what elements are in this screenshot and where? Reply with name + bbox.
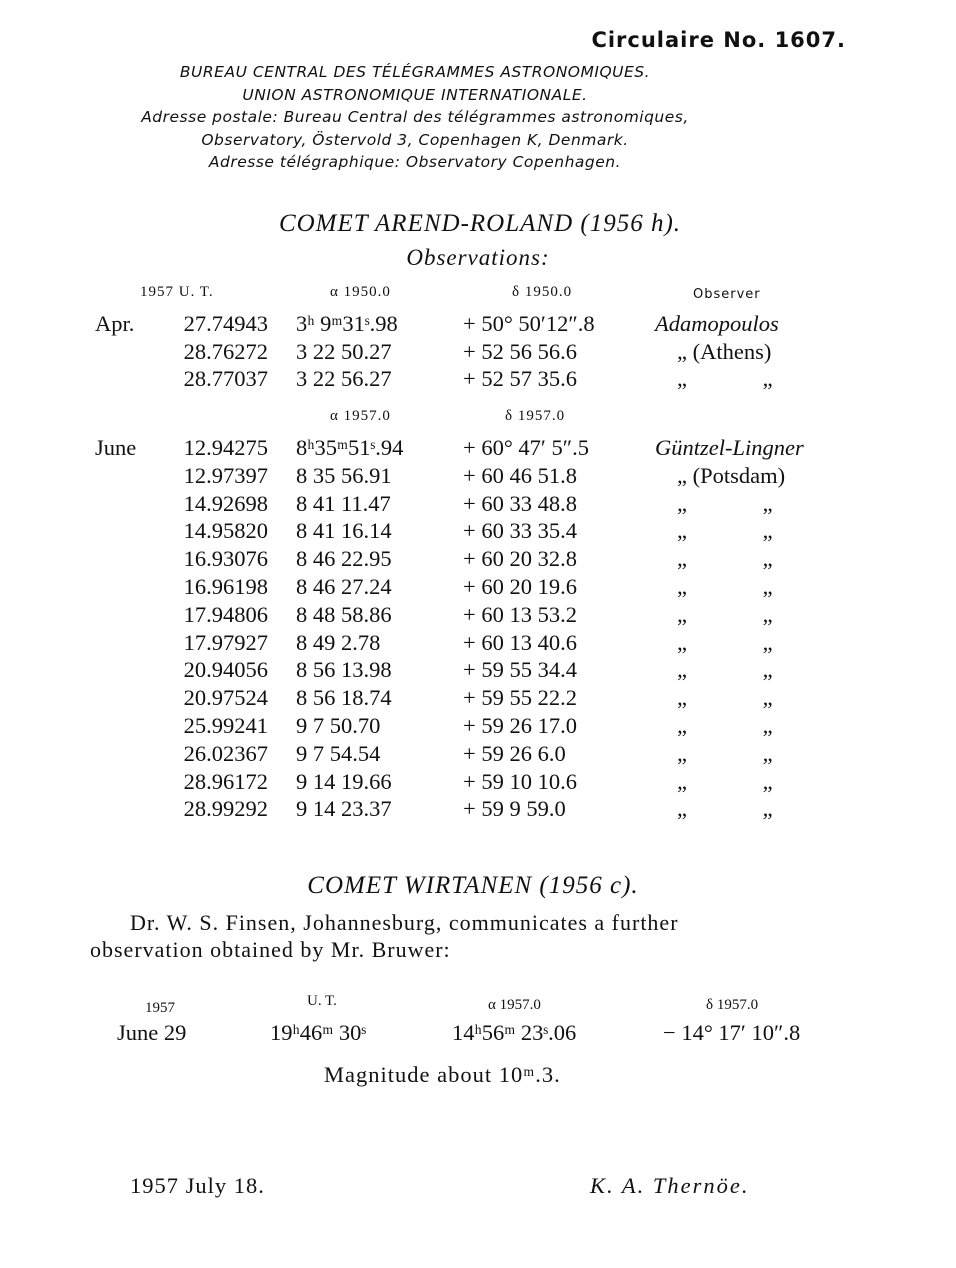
comet1-subtitle: Observations:	[406, 245, 550, 270]
obs-ra-cell: 9 7 50.70	[296, 713, 381, 738]
col-header-delta-1950: δ 1950.0	[512, 284, 573, 300]
obs-obs-cell: „ (Potsdam)	[677, 462, 786, 488]
obs-ra-cell: 8 41 16.14	[296, 518, 392, 544]
obs-dec-cell: + 60 20 32.8	[463, 546, 577, 572]
obs-dec-cell: + 60 20 19.6	[463, 574, 577, 599]
obs-date-cell: 16.96198	[183, 574, 268, 599]
col-header-observer: Observer	[693, 287, 761, 302]
obs-dec-cell: + 52 57 35.6	[463, 366, 577, 391]
obs-ra-cell: 8 46 27.24	[296, 574, 392, 599]
obs-date-cell: 28.76272	[183, 338, 268, 364]
obs-date-cell: 27.74943	[183, 311, 268, 336]
obs-obs-cell: Adamopoulos	[655, 311, 779, 336]
comet2-obs-ut: 19ʰ46ᵐ 30ˢ	[270, 1020, 367, 1045]
obs-date-cell: 12.97397	[183, 462, 268, 488]
union-name: UNION ASTRONOMIQUE INTERNATIONALE.	[242, 86, 588, 104]
obs-ra-cell: 3ʰ 9ᵐ31ˢ.98	[296, 311, 398, 336]
footer-signature: K. A. Thernöe.	[590, 1173, 750, 1198]
obs-date-cell: 17.97927	[183, 629, 268, 655]
bureau-name: BUREAU CENTRAL DES TÉLÉGRAMMES ASTRONOMIQUES.	[179, 63, 651, 81]
comet2-obs-date: June 29	[117, 1020, 187, 1045]
obs-dec-cell: + 50° 50′12″.8	[463, 311, 595, 336]
obs-obs-cell: „ „	[677, 546, 773, 572]
obs-dec-cell: + 60 46 51.8	[463, 462, 577, 488]
footer-date: 1957 July 18.	[130, 1173, 265, 1198]
obs-dec-cell: + 60 33 35.4	[463, 518, 577, 544]
obs-ra-cell: 9 14 19.66	[296, 768, 392, 794]
comet2-paragraph-line2: observation obtained by Mr. Bruwer:	[90, 937, 451, 962]
circular-number: Circulaire No. 1607.	[591, 28, 846, 52]
obs-date-cell: 28.99292	[183, 796, 268, 822]
obs-month-cell: Apr.	[95, 311, 135, 336]
obs-date-cell: 20.97524	[183, 685, 268, 711]
comet2-header-alpha: α 1957.0	[488, 997, 541, 1013]
obs-ra-cell: 3 22 50.27	[296, 338, 392, 364]
obs-dec-cell: + 59 55 22.2	[463, 685, 577, 711]
postal-address-line1: Adresse postale: Bureau Central des télégrammes astronomiques,	[141, 108, 689, 126]
comet2-header-ut: U. T.	[307, 993, 337, 1009]
col-header-alpha-1950: α 1950.0	[330, 284, 391, 300]
obs-ra-cell: 8 41 11.47	[296, 490, 391, 516]
obs-date-cell: 14.92698	[183, 490, 268, 516]
comet2-title: COMET WIRTANEN (1956 c).	[307, 872, 639, 899]
obs-ra-cell: 9 14 23.37	[296, 796, 392, 822]
obs-date-cell: 28.96172	[183, 768, 268, 794]
obs-ra-cell: 3 22 56.27	[296, 366, 392, 391]
obs-ra-cell: 9 7 54.54	[296, 740, 381, 766]
comet2-header-delta: δ 1957.0	[706, 997, 759, 1013]
obs-dec-cell: + 52 56 56.6	[463, 338, 577, 364]
comet2-obs-ra: 14ʰ56ᵐ 23ˢ.06	[452, 1020, 577, 1045]
obs-dec-cell: + 59 26 17.0	[463, 713, 577, 738]
postal-address-line2: Observatory, Östervold 3, Copenhagen K, Denmark.	[201, 131, 629, 149]
obs-ra-cell: 8 56 13.98	[296, 657, 392, 683]
obs-obs-cell: „ (Athens)	[677, 338, 772, 364]
obs-dec-cell: + 60° 47′ 5″.5	[463, 435, 589, 460]
obs-date-cell: 17.94806	[183, 601, 268, 627]
obs-obs-cell: „ „	[677, 629, 773, 655]
obs-obs-cell: Güntzel-Lingner	[655, 435, 804, 460]
obs-ra-cell: 8 48 58.86	[296, 601, 392, 627]
col-header-delta-1957: δ 1957.0	[505, 408, 566, 424]
comet2-obs-dec: − 14° 17′ 10″.8	[663, 1020, 801, 1045]
col-header-alpha-1957: α 1957.0	[330, 408, 391, 424]
obs-obs-cell: „ „	[677, 490, 773, 516]
obs-date-cell: 16.93076	[183, 546, 268, 572]
obs-ra-cell: 8ʰ35ᵐ51ˢ.94	[296, 435, 404, 460]
col-header-time: 1957 U. T.	[140, 284, 214, 300]
obs-dec-cell: + 59 9 59.0	[463, 796, 566, 822]
obs-dec-cell: + 59 55 34.4	[463, 657, 577, 683]
obs-obs-cell: „ „	[677, 657, 773, 683]
comet2-header-year: 1957	[145, 1000, 175, 1016]
obs-dec-cell: + 59 26 6.0	[463, 740, 566, 766]
obs-ra-cell: 8 46 22.95	[296, 546, 392, 572]
obs-date-cell: 12.94275	[183, 435, 268, 460]
obs-date-cell: 26.02367	[183, 740, 268, 766]
obs-obs-cell: „ „	[677, 740, 773, 766]
comet2-paragraph-line1: Dr. W. S. Finsen, Johannesburg, communicates a further	[130, 910, 679, 935]
obs-date-cell: 28.77037	[183, 366, 268, 391]
obs-obs-cell: „ „	[677, 518, 773, 544]
obs-ra-cell: 8 49 2.78	[296, 629, 381, 655]
obs-dec-cell: + 60 13 53.2	[463, 601, 577, 627]
obs-month-cell: June	[95, 435, 137, 460]
obs-date-cell: 20.94056	[183, 657, 268, 683]
obs-dec-cell: + 60 13 40.6	[463, 629, 577, 655]
telegraphic-address: Adresse télégraphique: Observatory Copenhagen.	[208, 153, 622, 171]
obs-obs-cell: „ „	[677, 601, 773, 627]
obs-obs-cell: „ „	[677, 713, 773, 738]
obs-date-cell: 14.95820	[183, 518, 268, 544]
obs-ra-cell: 8 56 18.74	[296, 685, 392, 711]
obs-obs-cell: „ „	[677, 685, 773, 711]
obs-obs-cell: „ „	[677, 366, 773, 391]
obs-dec-cell: + 59 10 10.6	[463, 768, 577, 794]
comet2-magnitude: Magnitude about 10ᵐ.3.	[324, 1062, 561, 1087]
obs-obs-cell: „ „	[677, 768, 773, 794]
obs-dec-cell: + 60 33 48.8	[463, 490, 577, 516]
obs-ra-cell: 8 35 56.91	[296, 462, 392, 488]
comet1-title: COMET AREND-ROLAND (1956 h).	[278, 210, 682, 237]
obs-obs-cell: „ „	[677, 574, 773, 599]
obs-date-cell: 25.99241	[183, 713, 268, 738]
obs-obs-cell: „ „	[677, 796, 773, 822]
